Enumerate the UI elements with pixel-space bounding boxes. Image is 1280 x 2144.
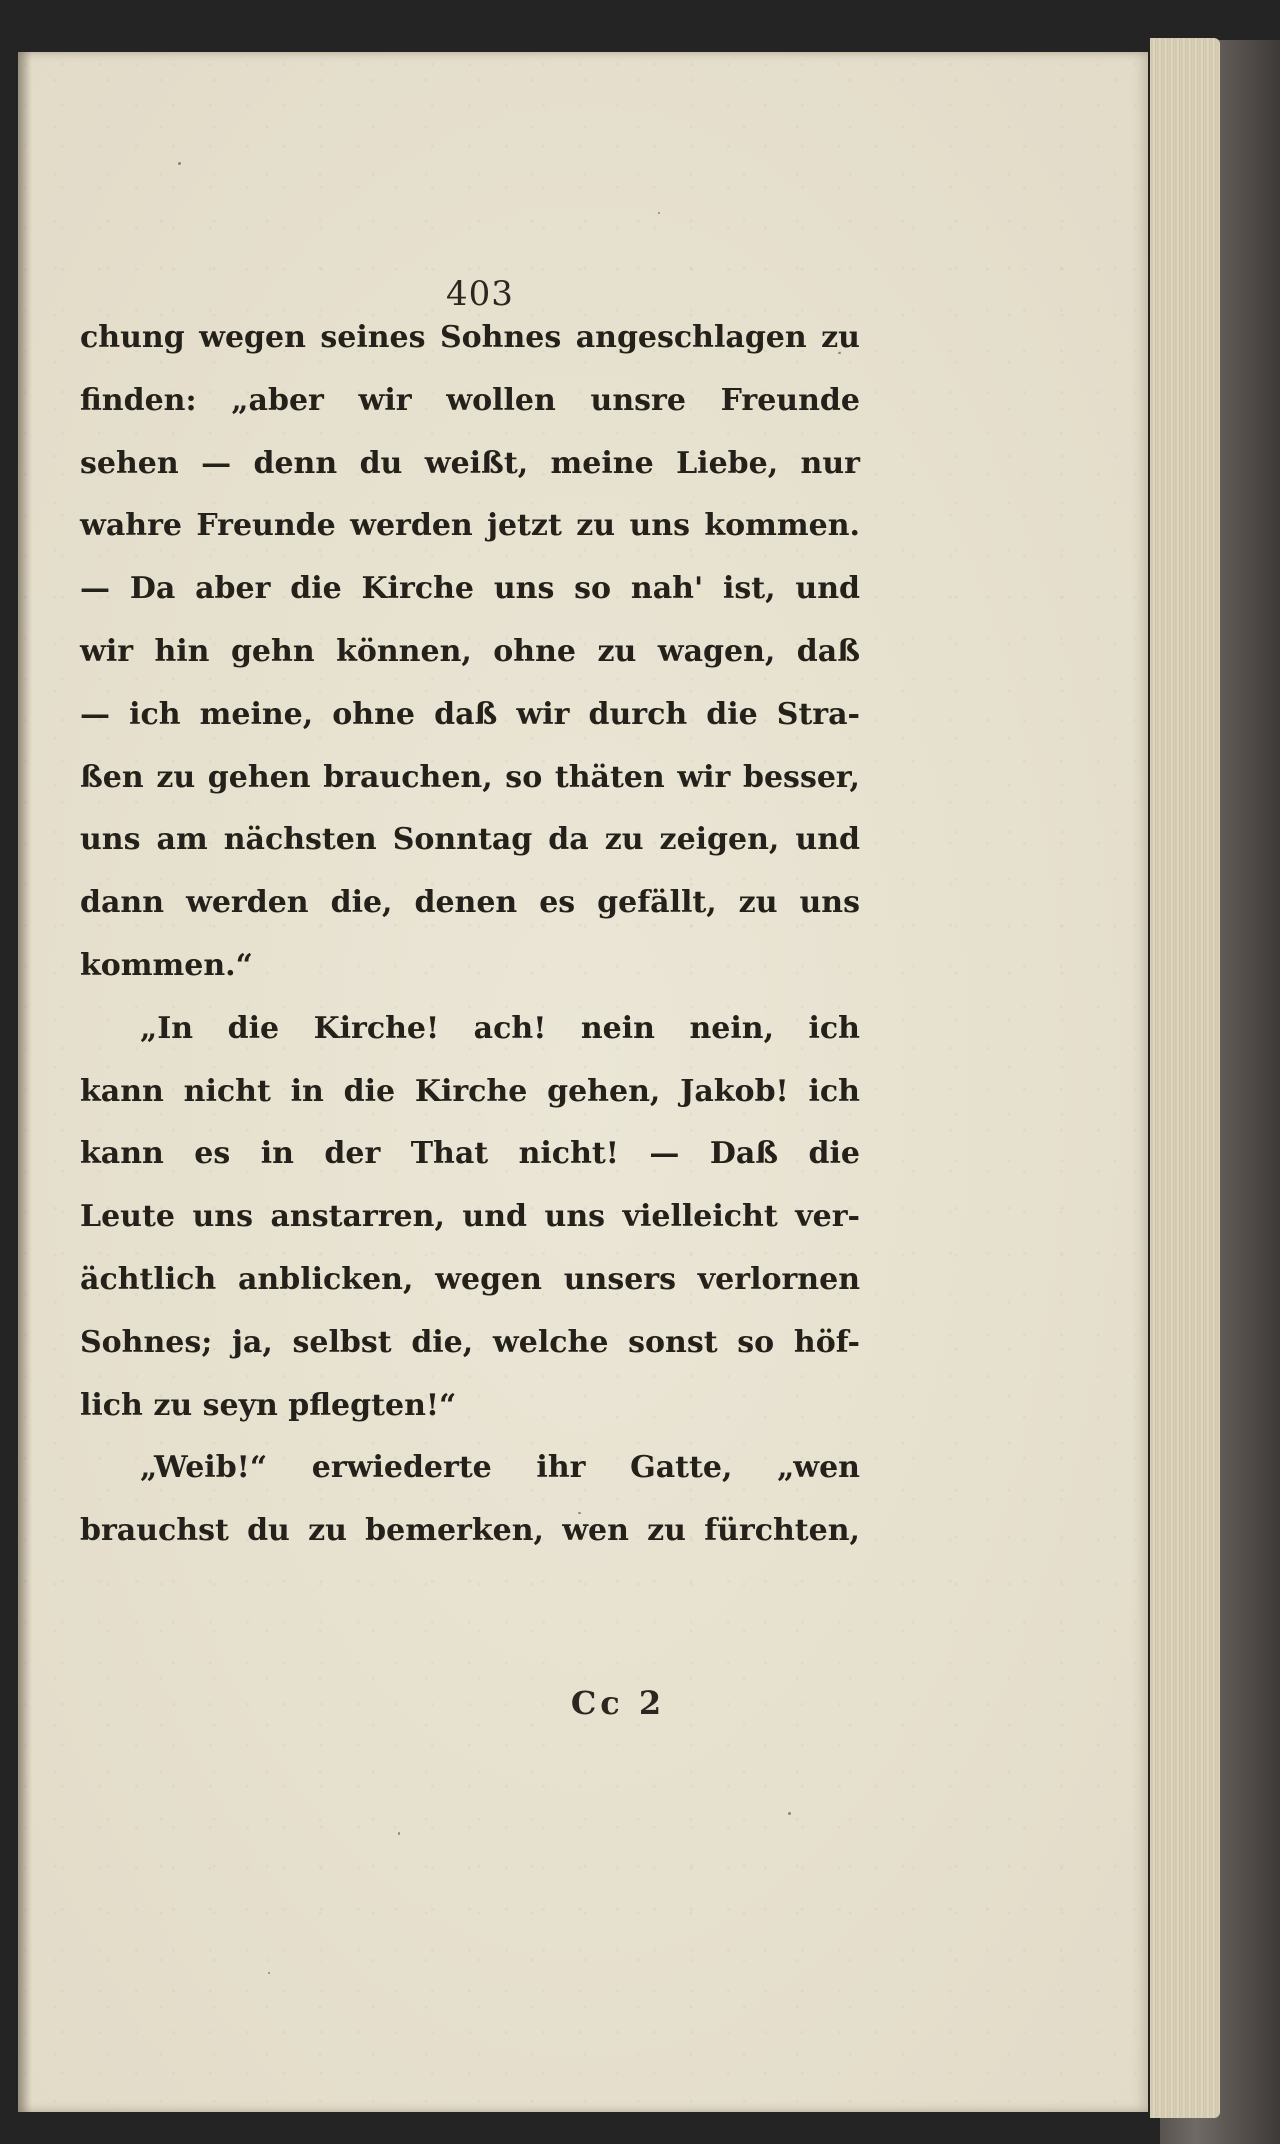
text-line: — ich meine, ohne daß wir durch die Stra- <box>80 696 860 732</box>
text-line: „In die Kirche! ach! nein nein, ich <box>140 1010 860 1046</box>
text-line: brauchst du zu bemerken, wen zu fürchten, <box>80 1513 860 1549</box>
text-line: kommen.“ <box>80 947 253 983</box>
page-edges <box>1150 38 1220 2118</box>
paper-fleck <box>398 1832 400 1835</box>
text-line: — Da aber die Kirche uns so nah' ist, und <box>80 571 860 607</box>
text-line: kann es in der That nicht! — Daß die <box>80 1136 860 1172</box>
text-line: Leute uns anstarren, und uns vielleicht ver- <box>80 1199 860 1235</box>
text-line: ßen zu gehen brauchen, so thäten wir besser, <box>80 759 860 795</box>
paper-fleck <box>788 1812 791 1815</box>
text-line: Sohnes; ja, selbst die, welche sonst so höf- <box>80 1324 860 1360</box>
body-text <box>80 307 860 1563</box>
paper-fleck <box>268 1972 270 1974</box>
text-line: wir hin gehn können, ohne zu wagen, daß <box>80 633 860 669</box>
paper-fleck <box>658 212 660 214</box>
text-line: sehen — denn du weißt, meine Liebe, nur <box>80 445 860 481</box>
printer-signature: Cc 2 <box>570 1684 666 1722</box>
text-line: kann nicht in die Kirche gehen, Jakob! ich <box>80 1073 860 1109</box>
text-line: ächtlich anblicken, wegen unsers verlornen <box>80 1261 860 1297</box>
page-number: 403 <box>446 274 514 314</box>
text-line: dann werden die, denen es gefällt, zu uns <box>80 885 860 921</box>
gutter-shadow <box>18 52 32 2112</box>
text-line: finden: „aber wir wollen unsre Freunde <box>80 382 860 418</box>
text-line: „Weib!“ erwiederte ihr Gatte, „wen <box>140 1450 860 1486</box>
book-page <box>18 52 1148 2112</box>
text-line: uns am nächsten Sonntag da zu zeigen, und <box>80 822 860 858</box>
text-line: chung wegen seines Sohnes angeschlagen zu <box>80 320 860 355</box>
text-line: lich zu seyn pflegten!“ <box>80 1387 457 1423</box>
paper-fleck <box>178 162 181 165</box>
text-line: wahre Freunde werden jetzt zu uns kommen. <box>80 508 860 544</box>
